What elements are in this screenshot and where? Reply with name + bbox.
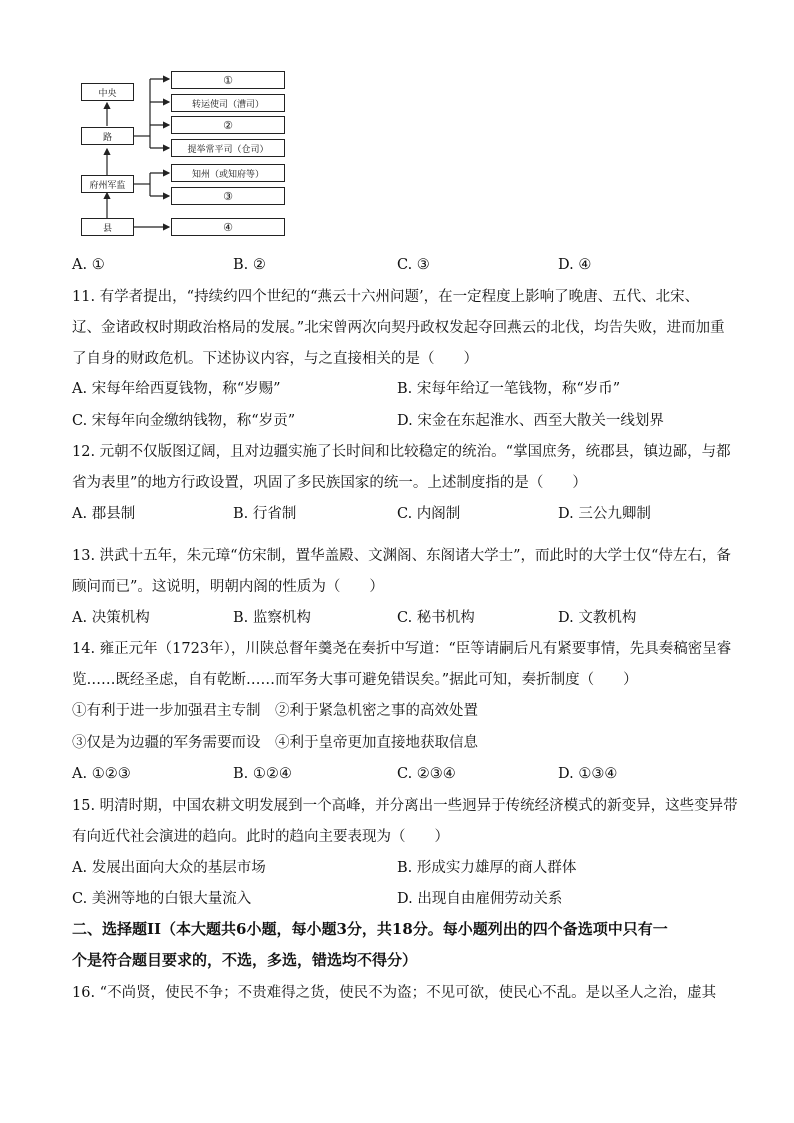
q13-option-c[interactable]: C. 秘书机构 — [397, 610, 475, 626]
diagram-box-zhuanyun: 转运使司（漕司） — [171, 94, 285, 112]
q11-stem-line-3: 了自身的财政危机。下述协议内容，与之直接相关的是（ ） — [72, 351, 478, 367]
q14-option-c[interactable]: C. ②③④ — [397, 766, 456, 782]
q11-stem-line-1: 11. 有学者提出，“持续约四个世纪的“燕云十六州问题’，在一定程度上影响了晚唐、五代、北宋、 — [72, 289, 700, 305]
q15-option-a[interactable]: A. 发展出面向大众的基层市场 — [72, 860, 266, 876]
q11-stem-line-2: 辽、金诸政权时期政治格局的发展。”北宋曾两次向契丹政权发起夺回燕云的北伐，均告失败，进而加重 — [72, 320, 725, 336]
q12-stem-line-2: 省为表里”的地方行政设置，巩固了多民族国家的统一。上述制度指的是（ ） — [72, 475, 587, 491]
q10-option-a[interactable]: A. ① — [72, 257, 105, 273]
q13-option-a[interactable]: A. 决策机构 — [72, 610, 150, 626]
q11-option-b[interactable]: B. 宋每年给辽一笔钱物，称“岁币” — [397, 381, 621, 397]
q14-option-b[interactable]: B. ①②④ — [233, 766, 292, 782]
q13-stem-line-1: 13. 洪武十五年，朱元璋“仿宋制，置华盖殿、文渊阁、东阁诸大学士”，而此时的大学士仅“侍左右，备 — [72, 548, 731, 564]
q13-option-d[interactable]: D. 文教机构 — [558, 610, 637, 626]
diagram-box-blank-3: ③ — [171, 187, 285, 205]
q12-option-c[interactable]: C. 内阁制 — [397, 506, 461, 522]
q14-statement-line-2: ③仅是为边疆的军务需要而设 ④利于皇帝更加直接地获取信息 — [72, 735, 478, 751]
q14-statement-line-1: ①有利于进一步加强君主专制 ②利于紧急机密之事的高效处置 — [72, 703, 478, 719]
q15-stem-line-2: 有向近代社会演进的趋向。此时的趋向主要表现为（ ） — [72, 829, 449, 845]
q12-option-a[interactable]: A. 郡县制 — [72, 506, 136, 522]
q15-option-c[interactable]: C. 美洲等地的白银大量流入 — [72, 891, 252, 907]
q14-stem-line-2: 览……既经圣虑，自有乾断……而军务大事可避免错误矣。”据此可知，奏折制度（ ） — [72, 672, 638, 688]
q10-option-d[interactable]: D. ④ — [558, 257, 592, 273]
diagram-box-blank-1: ① — [171, 71, 285, 89]
diagram-box-blank-4: ④ — [171, 218, 285, 236]
q11-option-d[interactable]: D. 宋金在东起淮水、西至大散关一线划界 — [397, 413, 664, 429]
q11-option-c[interactable]: C. 宋每年向金缴纳钱物，称“岁贡” — [72, 413, 296, 429]
diagram-box-central: 中央 — [81, 83, 134, 101]
q10-option-b[interactable]: B. ② — [233, 257, 266, 273]
q15-stem-line-1: 15. 明清时期，中国农耕文明发展到一个高峰，并分离出一些迥异于传统经济模式的新变异，这些变异带 — [72, 798, 738, 814]
q12-option-d[interactable]: D. 三公九卿制 — [558, 506, 651, 522]
q14-stem-line-1: 14. 雍正元年（1723年），川陕总督年羹尧在奏折中写道：“臣等请嗣后凡有紧要事情，先具奏稿密呈睿 — [72, 641, 732, 657]
diagram-box-zhizhou: 知州（或知府等） — [171, 164, 285, 182]
diagram-box-fuzhou: 府州军监 — [81, 175, 134, 193]
section-2-heading-line-1: 二、选择题II（本大题共6小题，每小题3分，共18分。每小题列出的四个备选项中只有一 — [72, 920, 668, 938]
q12-stem-line-1: 12. 元朝不仅版图辽阔，且对边疆实施了长时间和比较稳定的统治。“掌国庶务，统郡县，镇边鄙，与都 — [72, 444, 731, 460]
diagram-box-xian: 县 — [81, 218, 134, 236]
q15-option-d[interactable]: D. 出现自由雇佣劳动关系 — [397, 891, 563, 907]
diagram-box-tiju: 提举常平司（仓司） — [171, 139, 285, 157]
q15-option-b[interactable]: B. 形成实力雄厚的商人群体 — [397, 860, 577, 876]
q12-option-b[interactable]: B. 行省制 — [233, 506, 297, 522]
q10-option-c[interactable]: C. ③ — [397, 257, 430, 273]
q13-stem-line-2: 顾问而已”。这说明，明朝内阁的性质为（ ） — [72, 579, 384, 595]
diagram-box-lu: 路 — [81, 127, 134, 145]
diagram-box-blank-2: ② — [171, 116, 285, 134]
section-2-heading-line-2: 个是符合题目要求的，不选，多选，错选均不得分） — [72, 951, 418, 969]
q14-option-d[interactable]: D. ①③④ — [558, 766, 618, 782]
q11-option-a[interactable]: A. 宋每年给西夏钱物，称“岁赐” — [72, 381, 281, 397]
q13-option-b[interactable]: B. 监察机构 — [233, 610, 311, 626]
q14-option-a[interactable]: A. ①②③ — [72, 766, 131, 782]
q16-stem-line-1: 16. “不尚贤，使民不争；不贵难得之货，使民不为盗；不见可欲，使民心不乱。是以圣人之治，虚其 — [72, 985, 717, 1001]
